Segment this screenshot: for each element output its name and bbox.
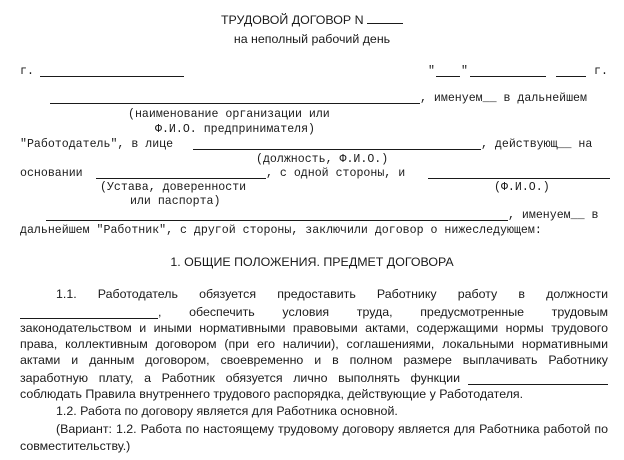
- clause-1-1-line-2: , обеспечить условия труда, предусмотренные трудовым: [158, 305, 608, 319]
- fio-caption: (Ф.И.О.): [494, 181, 550, 194]
- variant-line-2: совместительству.): [20, 439, 131, 453]
- organization-suffix: , именуем__ в дальнейшем: [420, 92, 587, 105]
- clause-1-1-line-3: законодательством и иными нормативными правовыми актами, содержащими нормы трудового: [20, 321, 608, 335]
- basis-middle: , с одной стороны, и: [266, 167, 406, 180]
- clause-1-2: 1.2. Работа по договору является для Работника основной.: [56, 404, 398, 418]
- date-quote-close: ": [461, 65, 468, 78]
- contract-number-blank: [367, 11, 403, 24]
- position-caption: (должность, Ф.И.О.): [256, 153, 389, 166]
- clause-1-1-line-4: права, коллективным договором (при его наличии), соглашениями, локальными нормативными: [20, 337, 608, 351]
- clause-1-1-line-5: актами и данным договором, своевременно и в полном размере выплачивать Работнику: [20, 353, 608, 367]
- closing-line: дальнейшем "Работник", с другой стороны, заключили договор о нижеследующем:: [20, 224, 542, 237]
- organization-caption-2: Ф.И.О. предпринимателя): [155, 123, 316, 136]
- employer-representative-blank: [193, 149, 481, 150]
- month-blank: [470, 76, 546, 77]
- employer-suffix: , действующ__ на: [481, 138, 593, 151]
- job-position-blank: [20, 318, 158, 319]
- basis-blank: [96, 178, 266, 179]
- basis-caption-1: (Устава, доверенности: [100, 181, 247, 194]
- year-label: г.: [594, 65, 608, 78]
- city-label: г.: [20, 65, 34, 78]
- organization-blank: [50, 103, 420, 104]
- job-functions-blank: [468, 384, 608, 385]
- variant-line-1: (Вариант: 1.2. Работа по настоящему трудовому договору является для Работника работой по: [56, 422, 608, 436]
- employer-prefix: "Работодатель", в лице: [20, 138, 174, 151]
- employee-name-blank: [428, 178, 610, 179]
- clause-1-1-line-6: заработную плату, а Работник обязуется лично выполнять функции: [20, 371, 460, 385]
- day-blank: [436, 76, 460, 77]
- city-blank: [40, 76, 184, 77]
- organization-caption-1: (наименование организации или: [128, 108, 330, 121]
- clause-1-1-line-7: соблюдать Правила внутреннего трудового распорядка, действующие у Работодателя.: [20, 387, 524, 401]
- contract-subtitle: на неполный рабочий день: [233, 32, 391, 46]
- section-heading: 1. ОБЩИЕ ПОЛОЖЕНИЯ. ПРЕДМЕТ ДОГОВОРА: [170, 255, 454, 269]
- clause-1-1-line-1: 1.1. Работодатель обязуется предоставить Работнику работу в должности: [56, 287, 608, 301]
- basis-prefix: основании: [20, 167, 83, 180]
- employee-details-blank: [46, 220, 508, 221]
- basis-caption-2: или паспорта): [130, 195, 221, 208]
- year-blank: [556, 76, 586, 77]
- date-quote-open: ": [428, 65, 435, 78]
- employee-suffix: , именуем__ в: [508, 209, 599, 222]
- contract-title-text: ТРУДОВОЙ ДОГОВОР N: [220, 13, 364, 27]
- contract-title: [0, 11, 624, 28]
